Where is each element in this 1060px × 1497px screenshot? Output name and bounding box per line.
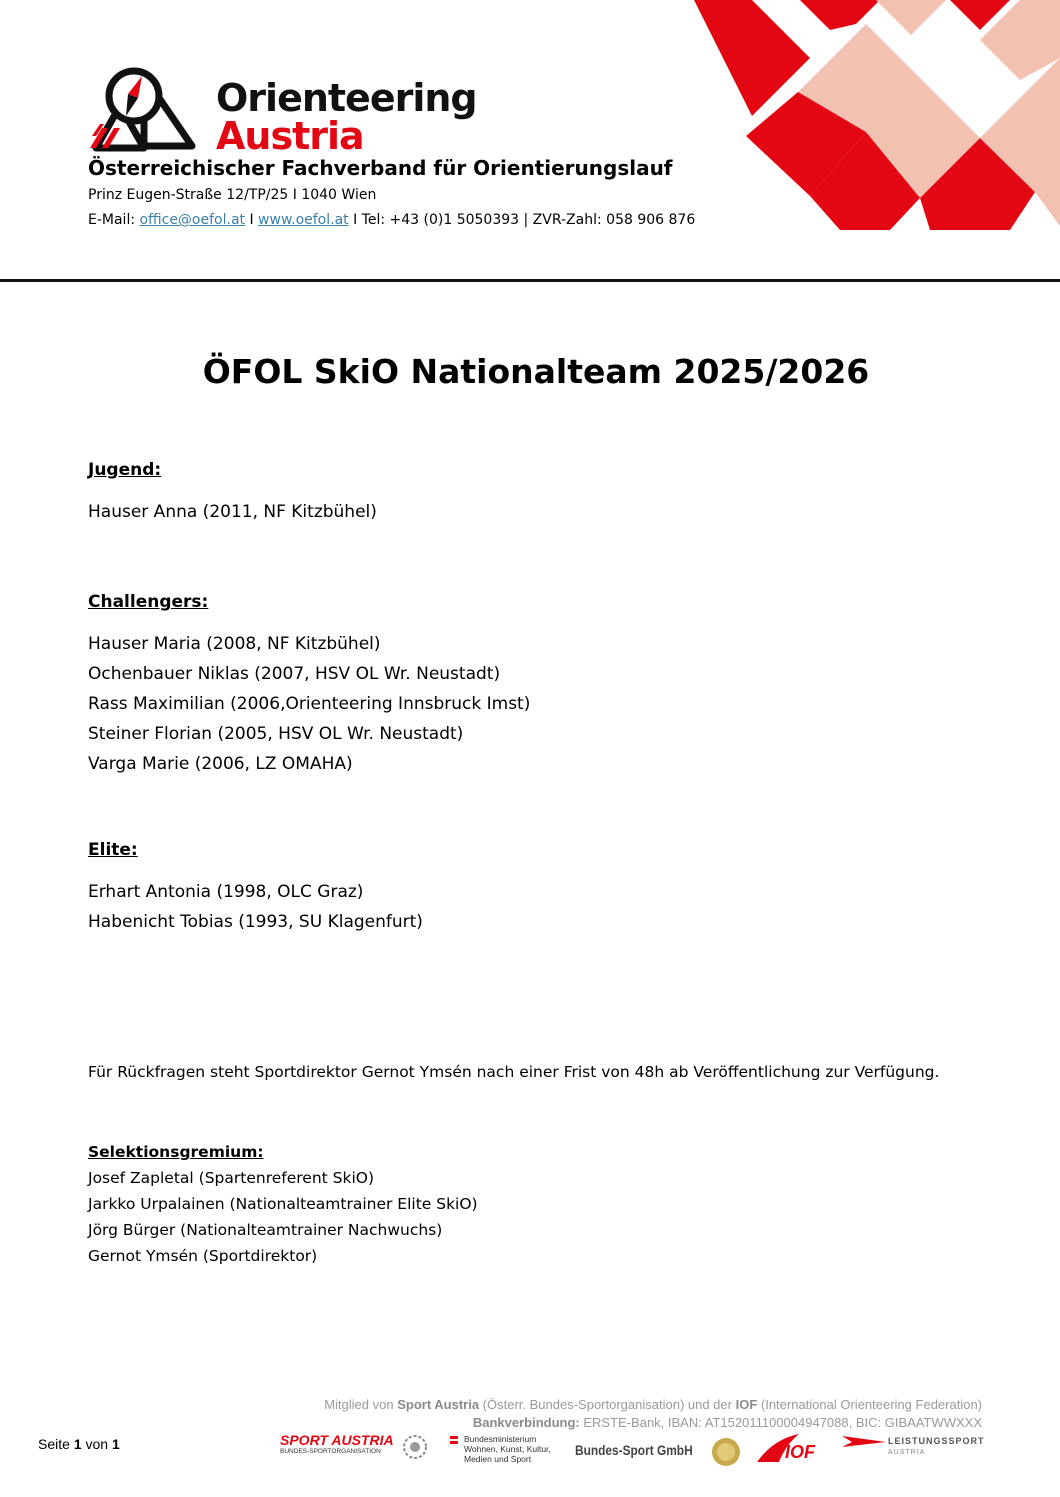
page-current: 1 (73, 1436, 82, 1452)
footer-text: (Österr. Bundes-Sportorganisation) und der (479, 1397, 736, 1412)
sponsor-text: Bundesministerium (464, 1434, 537, 1444)
committee-member: Jörg Bürger (Nationalteamtrainer Nachwuchs) (88, 1221, 443, 1239)
sponsor-text: SPORT AUSTRIA (280, 1432, 394, 1448)
footer-text: Mitglied von (324, 1397, 398, 1412)
contact-suffix: I Tel: +43 (0)1 5050393 | ZVR-Zahl: 058 906 876 (348, 212, 696, 228)
team-member: Rass Maximilian (2006,Orienteering Innsbruck Imst) (88, 694, 531, 714)
website-link[interactable]: www.oefol.at (258, 212, 349, 228)
footer-bank-line (473, 1415, 982, 1430)
section-heading-elite: Elite: (88, 840, 138, 860)
sponsor-text: Medien und Sport (464, 1454, 532, 1464)
logo-wordmark-line1: Orienteering (216, 76, 477, 120)
contact-prefix: E-Mail: (88, 212, 140, 228)
section-heading-jugend: Jugend: (88, 460, 162, 480)
iof-logo (755, 1432, 835, 1472)
bsg-seal-icon (710, 1436, 742, 1468)
contact-separator: I (245, 212, 259, 228)
footer-text-bold: IOF (735, 1397, 758, 1412)
bundes-sport-gmbh-logo (575, 1432, 745, 1472)
leistungssport-austria-logo (842, 1432, 985, 1472)
ministry-logo (450, 1432, 560, 1472)
team-member: Erhart Antonia (1998, OLC Graz) (88, 882, 364, 902)
header-divider (0, 279, 1060, 282)
team-member: Hauser Maria (2008, NF Kitzbühel) (88, 634, 381, 654)
section-heading-challengers: Challengers: (88, 592, 209, 612)
organization-address: Prinz Eugen-Straße 12/TP/25 I 1040 Wien (88, 187, 377, 203)
sport-austria-logo (280, 1432, 440, 1472)
inquiry-note: Für Rückfragen steht Sportdirektor Gernot Ymsén nach einer Frist von 48h ab Veröffentlichung zur Verfügung. (88, 1063, 940, 1081)
sponsor-text: AUSTRIA (888, 1449, 926, 1456)
footer-text-bold: Sport Austria (397, 1397, 480, 1412)
document-title: ÖFOL SkiO Nationalteam 2025/2026 (202, 352, 870, 391)
page-number (38, 1436, 120, 1452)
committee-member: Gernot Ymsén (Sportdirektor) (88, 1247, 318, 1265)
team-member: Steiner Florian (2005, HSV OL Wr. Neustadt) (88, 724, 464, 744)
committee-member: Jarkko Urpalainen (Nationalteamtrainer Elite SkiO) (88, 1195, 478, 1213)
team-member: Hauser Anna (2011, NF Kitzbühel) (88, 502, 377, 522)
committee-member: Josef Zapletal (Spartenreferent SkiO) (88, 1169, 375, 1187)
sponsor-text: IOF (785, 1442, 815, 1462)
footer-text: ERSTE-Bank, IBAN: AT152011100004947088, BIC: GIBAATWWXXX (579, 1415, 982, 1430)
page-label: Seite (38, 1436, 74, 1452)
page-total: 1 (111, 1436, 120, 1452)
page-label: von (81, 1436, 112, 1452)
footer-text: (International Orienteering Federation) (757, 1397, 982, 1412)
team-member: Varga Marie (2006, LZ OMAHA) (88, 754, 353, 774)
sponsor-text: BUNDES-SPORTORGANISATION (280, 1448, 381, 1455)
sponsor-text: LEISTUNGSSPORT (888, 1436, 985, 1446)
eagle-emblem-icon (400, 1432, 430, 1462)
contact-line (88, 212, 695, 228)
footer-text-bold: Bankverbindung: (472, 1415, 580, 1430)
decorative-diamond-pattern (680, 0, 1060, 230)
team-member: Ochenbauer Niklas (2007, HSV OL Wr. Neustadt) (88, 664, 501, 684)
leistungssport-swoosh-icon (842, 1434, 886, 1448)
team-member: Habenicht Tobias (1993, SU Klagenfurt) (88, 912, 423, 932)
sponsor-text: Wohnen, Kunst, Kultur, (464, 1444, 551, 1454)
organization-name: Österreichischer Fachverband für Orientierungslauf (88, 156, 673, 180)
sponsor-text: Bundes-Sport GmbH (575, 1442, 693, 1458)
logo-wordmark-line2: Austria (216, 114, 364, 158)
section-heading-committee: Selektionsgremium: (88, 1143, 264, 1161)
footer-membership-line (324, 1397, 982, 1412)
orienteering-austria-logo-icon (86, 66, 206, 152)
email-link[interactable]: office@oefol.at (139, 212, 246, 228)
